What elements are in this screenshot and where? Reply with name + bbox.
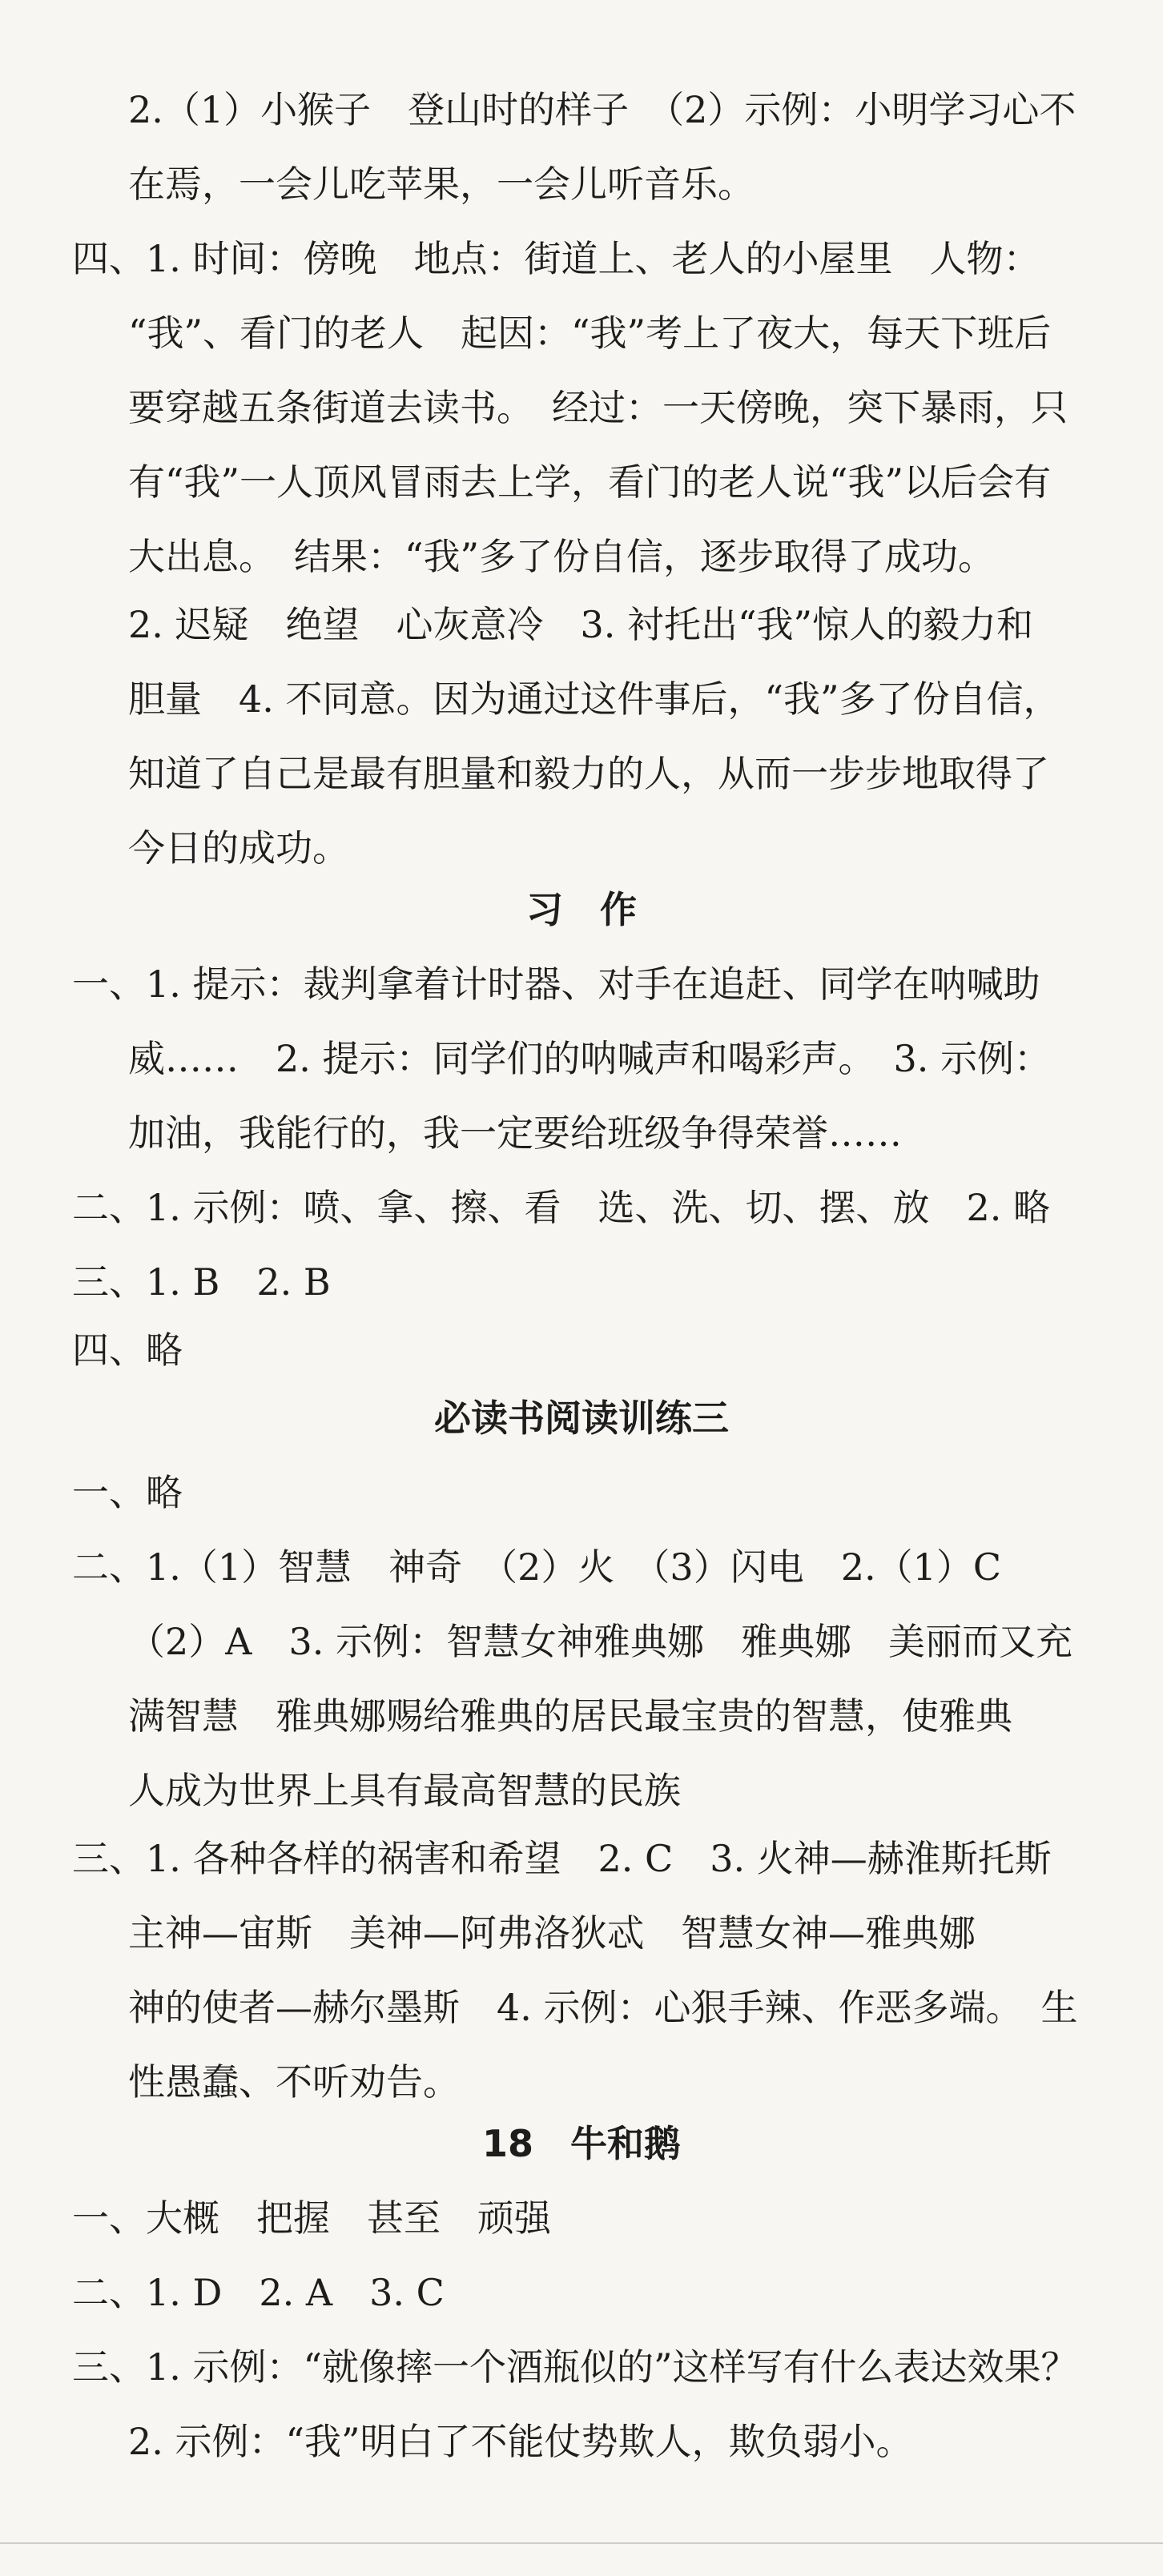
text-line: 四、1. 时间：傍晚 地点：街道上、老人的小屋里 人物： — [72, 237, 1040, 280]
text-line: 性愚蠢、不听劝告。 — [128, 2060, 460, 2104]
text-line: “我”、看门的老人 起因：“我”考上了夜大，每天下班后 — [128, 311, 1052, 355]
text-line: 满智慧 雅典娜赐给雅典的居民最宝贵的智慧，使雅典 — [128, 1694, 1012, 1738]
text-line: 神的使者—赫尔墨斯 4. 示例：心狠手辣、作恶多端。 生 — [128, 1986, 1078, 2029]
text-line: 二、1. D 2. A 3. C — [72, 2271, 445, 2314]
text-line: 胆量 4. 不同意。因为通过这件事后，“我”多了份自信， — [128, 677, 1060, 721]
text-line: 大出息。 结果：“我”多了份自信，逐步取得了成功。 — [128, 535, 996, 578]
text-line: 主神—宙斯 美神—阿弗洛狄忒 智慧女神—雅典娜 — [128, 1911, 976, 1955]
text-line: 2. 示例：“我”明白了不能仗势欺人，欺负弱小。 — [128, 2420, 913, 2463]
text-line: 要穿越五条街道去读书。 经过：一天傍晚，突下暴雨，只 — [128, 386, 1068, 429]
text-line: 三、1. B 2. B — [72, 1260, 331, 1304]
text-line: （2）A 3. 示例：智慧女神雅典娜 雅典娜 美丽而又充 — [128, 1620, 1072, 1663]
text-line: 今日的成功。 — [128, 826, 349, 870]
text-line: 知道了自己是最有胆量和毅力的人，从而一步步地取得了 — [128, 752, 1049, 795]
text-line: 有“我”一人顶风冒雨去上学，看门的老人说“我”以后会有 — [128, 460, 1052, 504]
section-heading: 18 牛和鹅 — [481, 2122, 681, 2165]
text-line: 三、1. 示例：“就像摔一个酒瓶似的”这样写有什么表达效果？ — [72, 2345, 1078, 2389]
text-line: 二、1.（1）智慧 神奇 （2）火 （3）闪电 2.（1）C — [72, 1545, 1002, 1589]
text-line: 在焉，一会儿吃苹果，一会儿听音乐。 — [128, 163, 755, 206]
text-line: 一、1. 提示：裁判拿着计时器、对手在追赶、同学在呐喊助 — [72, 962, 1040, 1006]
text-line: 人成为世界上具有最高智慧的民族 — [128, 1769, 681, 1812]
text-line: 三、1. 各种各样的祸害和希望 2. C 3. 火神—赫淮斯托斯 — [72, 1837, 1052, 1880]
text-line: 加油，我能行的，我一定要给班级争得荣誉…… — [128, 1111, 902, 1155]
text-line: 一、略 — [72, 1471, 183, 1514]
section-heading: 习 作 — [526, 888, 637, 931]
text-line: 2.（1）小猴子 登山时的样子 （2）示例：小明学习心不 — [128, 88, 1076, 131]
text-line: 二、1. 示例：喷、拿、擦、看 选、洗、切、摆、放 2. 略 — [72, 1186, 1051, 1229]
section-heading: 必读书阅读训练三 — [434, 1397, 729, 1440]
text-line: 2. 迟疑 绝望 心灰意冷 3. 衬托出“我”惊人的毅力和 — [128, 603, 1034, 646]
text-line: 四、略 — [72, 1328, 183, 1372]
text-line: 威…… 2. 提示：同学们的呐喊声和喝彩声。 3. 示例： — [128, 1037, 1052, 1080]
text-line: 一、大概 把握 甚至 顽强 — [72, 2196, 551, 2240]
page-bottom-edge — [0, 2542, 1163, 2544]
